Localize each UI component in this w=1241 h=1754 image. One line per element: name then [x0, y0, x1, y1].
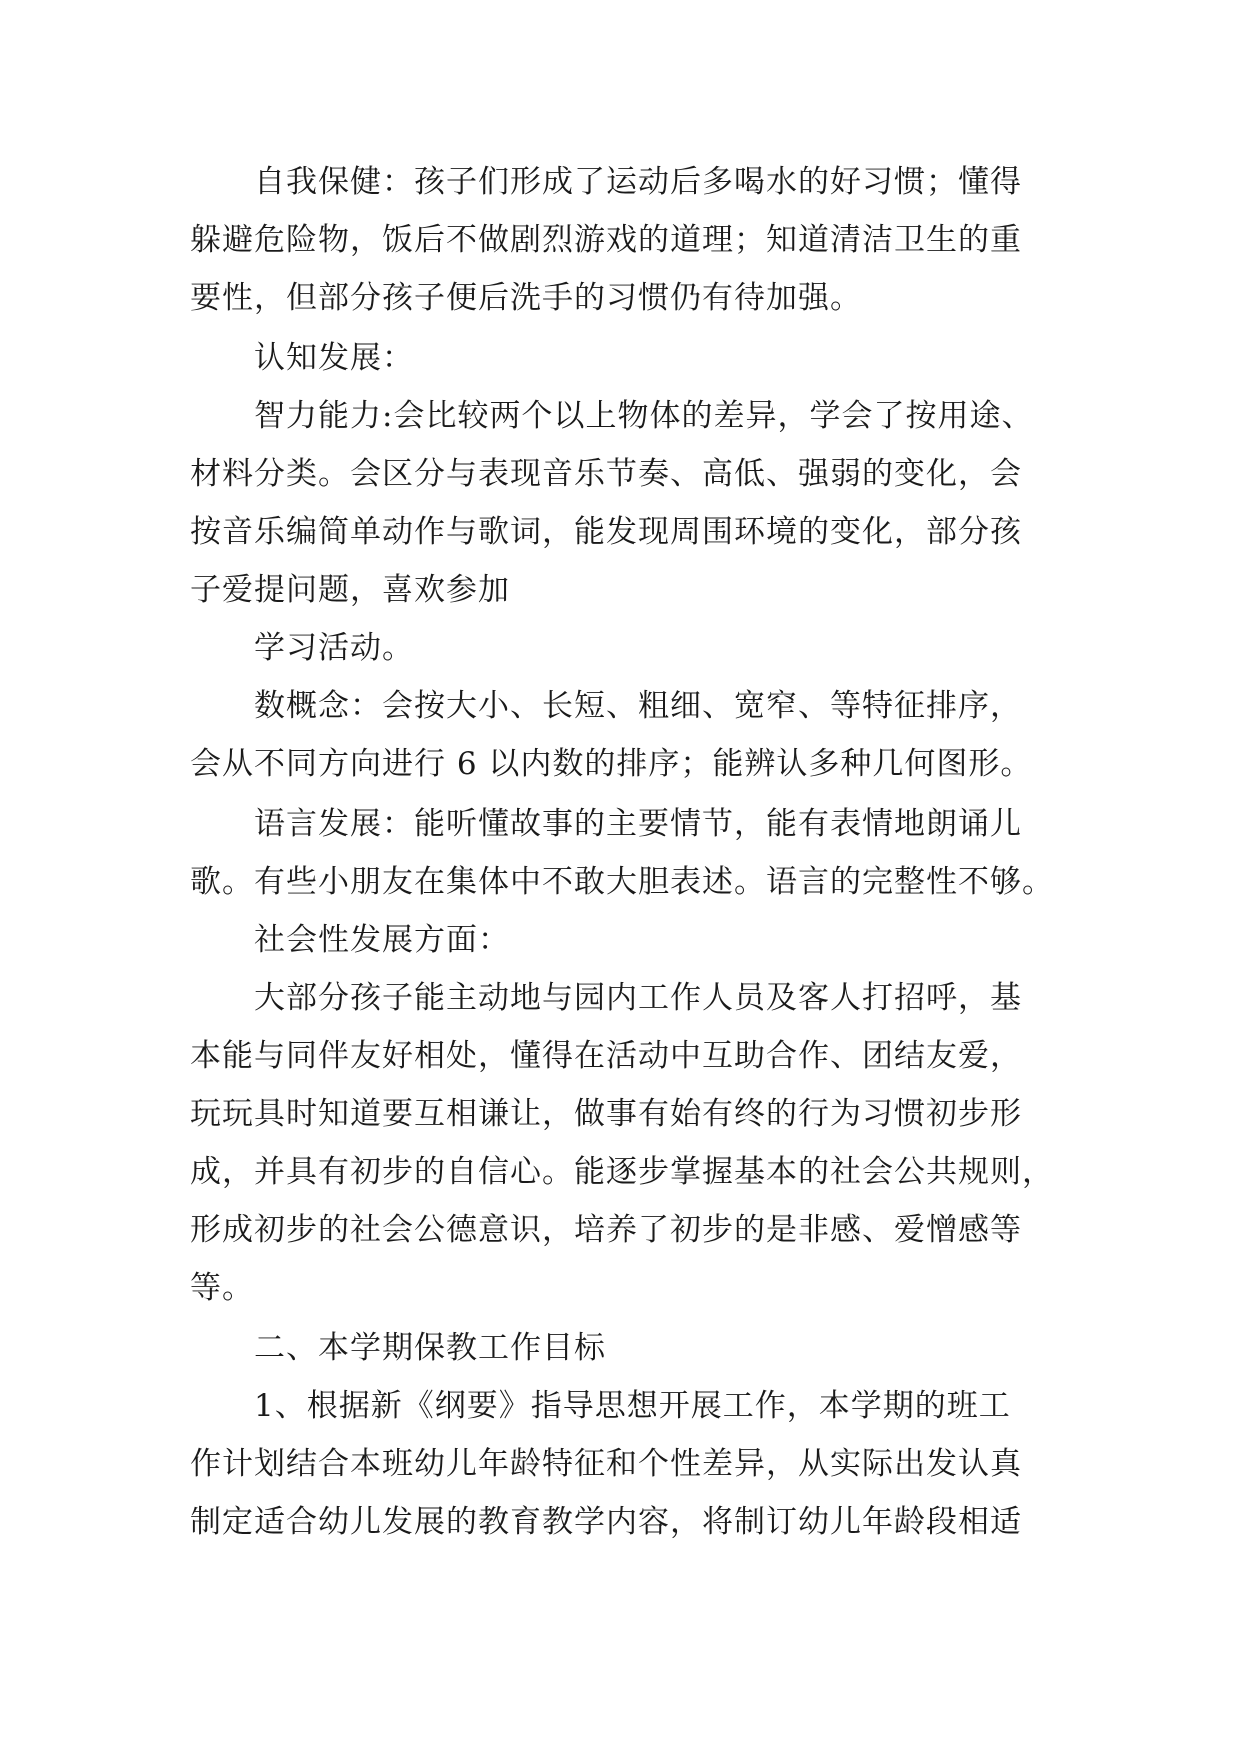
text-line: 大部分孩子能主动地与园内工作人员及客人打招呼，基	[254, 980, 1022, 1016]
text-line: 1、根据新《纲要》指导思想开展工作，本学期的班工	[254, 1388, 1011, 1424]
text-line: 按音乐编简单动作与歌词，能发现周围环境的变化，部分孩	[190, 514, 1022, 550]
text-line: 子爱提问题，喜欢参加	[190, 572, 510, 608]
text-line: 社会性发展方面：	[254, 922, 510, 958]
text-line: 语言发展：能听懂故事的主要情节，能有表情地朗诵儿	[254, 806, 1022, 842]
text-line: 作计划结合本班幼儿年龄特征和个性差异，从实际出发认真	[190, 1446, 1022, 1482]
text-line: 要性，但部分孩子便后洗手的习惯仍有待加强。	[190, 280, 862, 316]
text-line: 智力能力:会比较两个以上物体的差异，学会了按用途、	[254, 398, 1034, 434]
text-line: 数概念：会按大小、长短、粗细、宽窄、等特征排序，	[254, 688, 1022, 724]
text-line: 认知发展：	[254, 340, 414, 376]
text-line: 形成初步的社会公德意识，培养了初步的是非感、爱憎感等	[190, 1212, 1022, 1248]
text-line: 本能与同伴友好相处，懂得在活动中互助合作、团结友爱，	[190, 1038, 1022, 1074]
section-heading: 二、本学期保教工作目标	[254, 1330, 606, 1366]
text-line: 成，并具有初步的自信心。能逐步掌握基本的社会公共规则，	[190, 1154, 1054, 1190]
text-line: 等。	[190, 1270, 254, 1306]
text-line: 玩玩具时知道要互相谦让，做事有始有终的行为习惯初步形	[190, 1096, 1022, 1132]
text-line: 自我保健：孩子们形成了运动后多喝水的好习惯；懂得	[254, 164, 1022, 200]
text-line: 躲避危险物，饭后不做剧烈游戏的道理；知道清洁卫生的重	[190, 222, 1022, 258]
text-line: 会从不同方向进行 6 以内数的排序；能辨认多种几何图形。	[190, 746, 1033, 782]
text-line: 歌。有些小朋友在集体中不敢大胆表述。语言的完整性不够。	[190, 864, 1054, 900]
text-line: 制定适合幼儿发展的教育教学内容，将制订幼儿年龄段相适	[190, 1504, 1022, 1540]
text-line: 材料分类。会区分与表现音乐节奏、高低、强弱的变化，会	[190, 456, 1022, 492]
text-line: 学习活动。	[254, 630, 414, 666]
